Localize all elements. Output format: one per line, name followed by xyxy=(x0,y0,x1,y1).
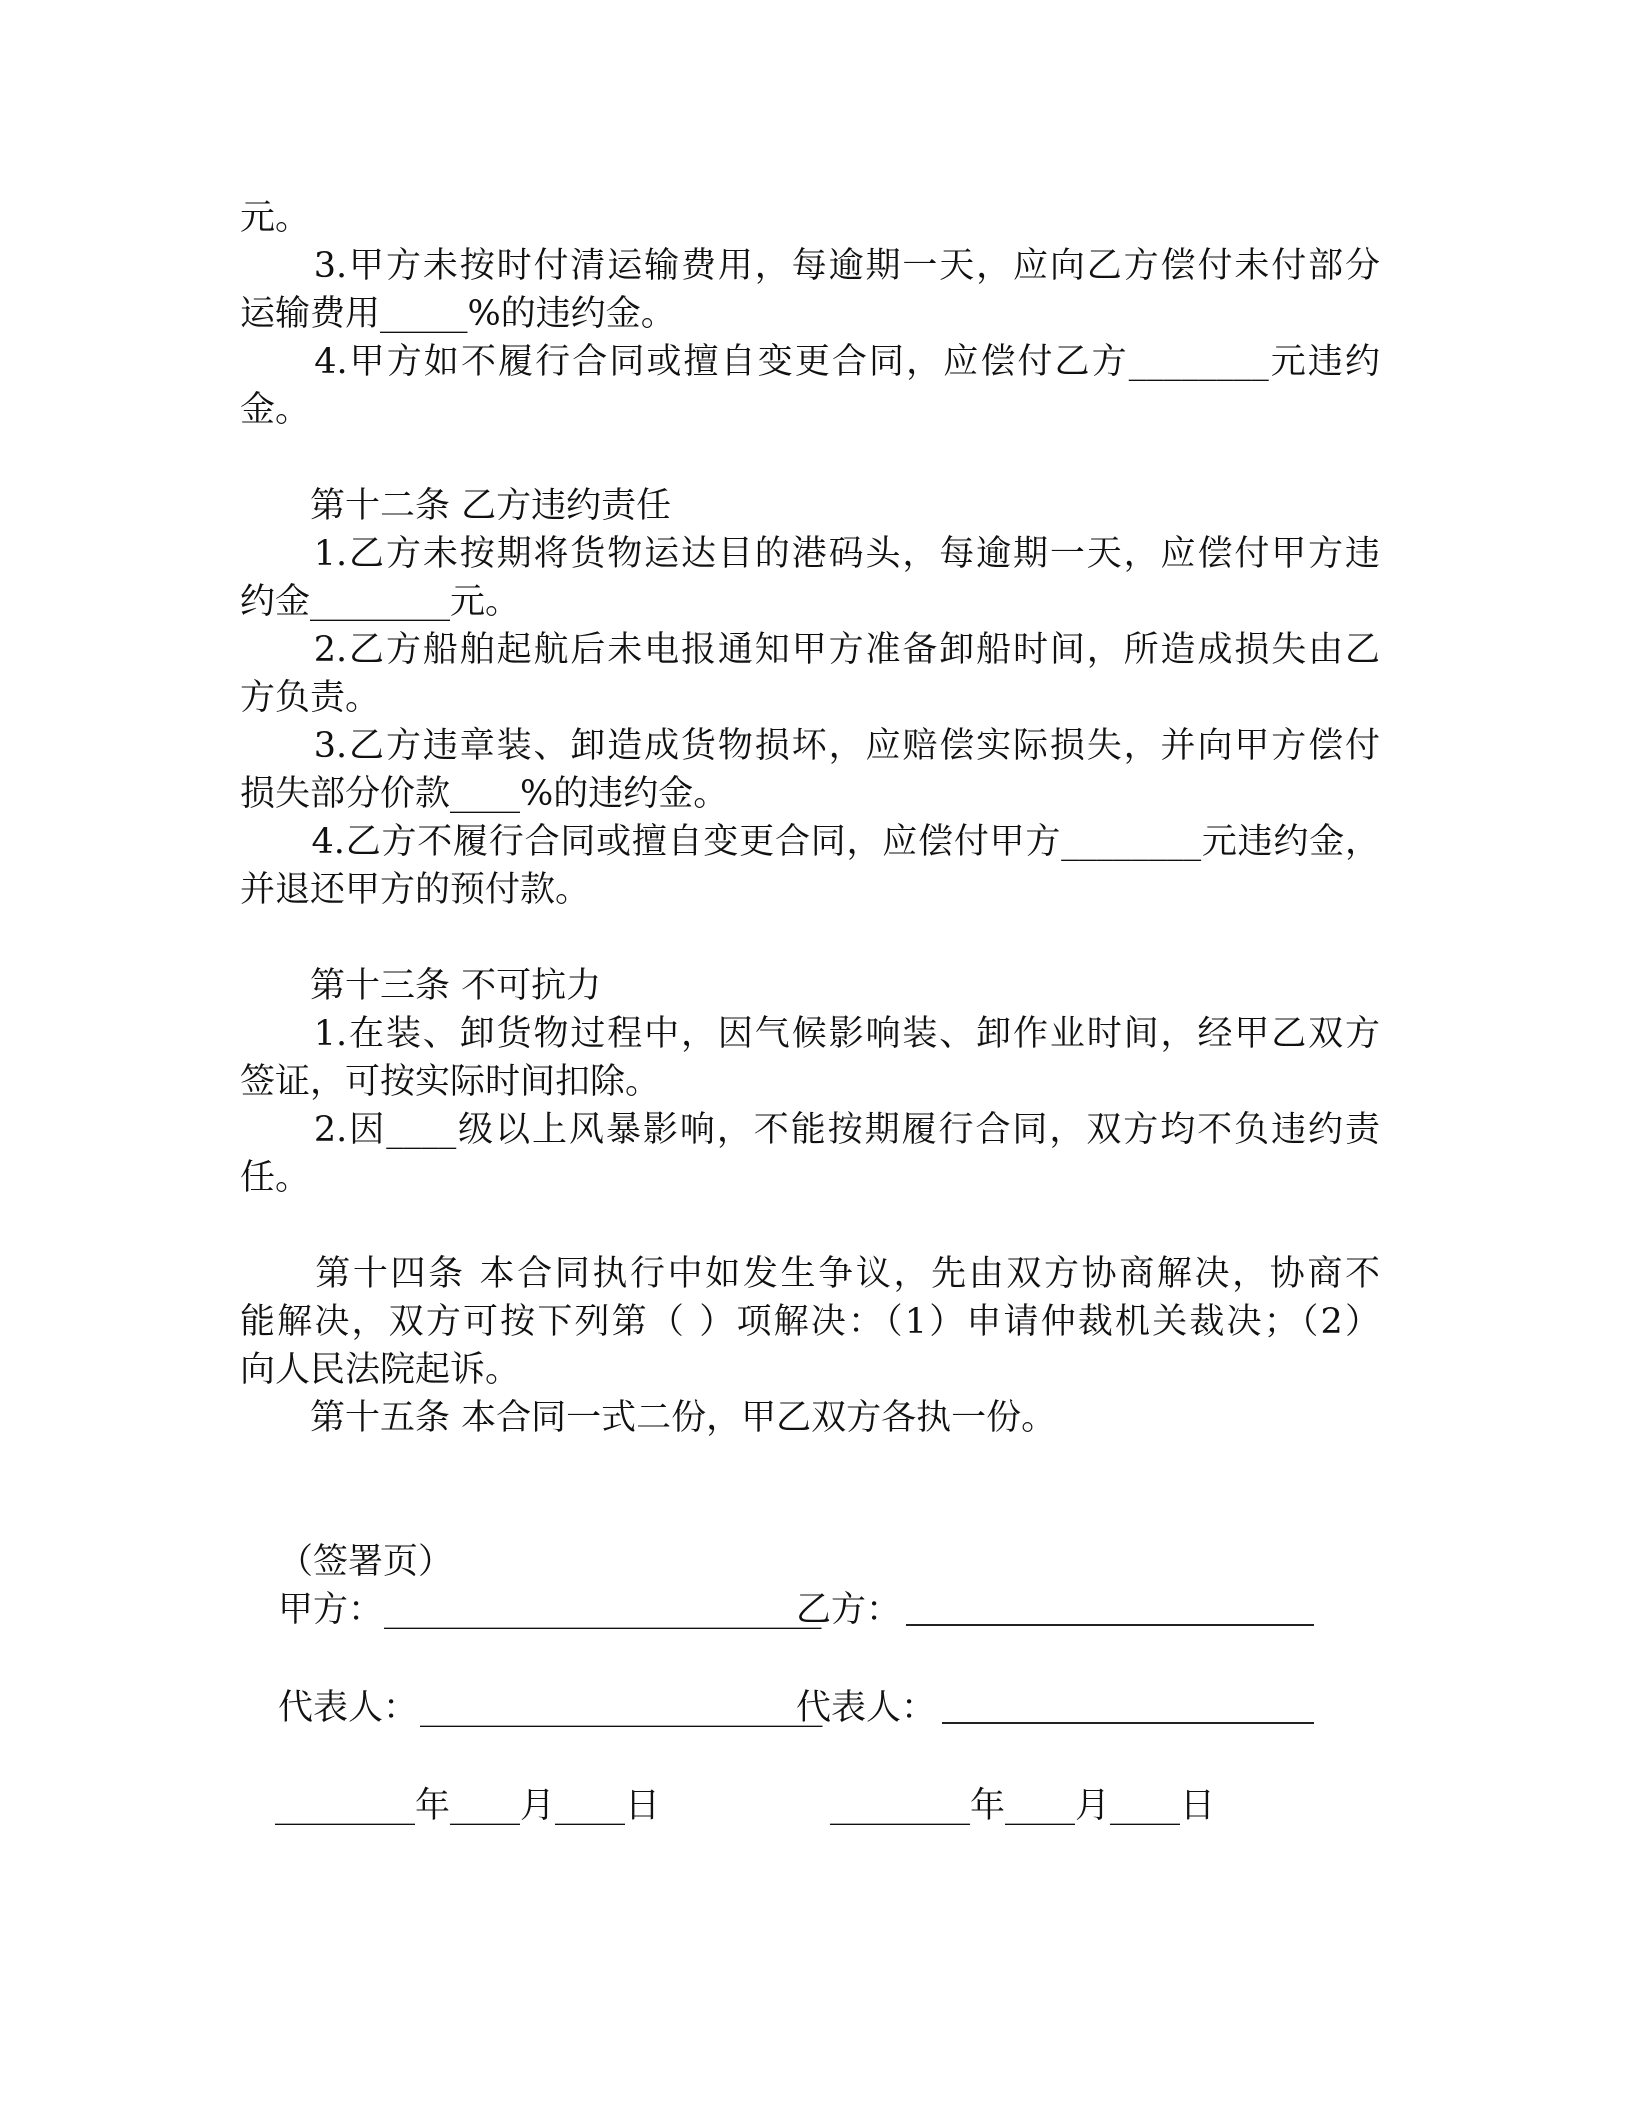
date-a: ________年____月____日 xyxy=(275,1786,661,1826)
section-heading-15: 第十五条 本合同一式二份，甲乙双方各执一份。 xyxy=(240,1398,1057,1438)
rep-b-label: 代表人： xyxy=(796,1688,937,1728)
date-b: ________年____月____日 xyxy=(830,1786,1216,1826)
text-line: 损失部分价款____%的违约金。 xyxy=(240,774,729,814)
rep-a-signature-line: _______________________ xyxy=(420,1688,823,1728)
text-line: 1.乙方未按期将货物运达目的港码头，每逾期一天，应偿付甲方违 xyxy=(240,534,1380,574)
text-line: 1.在装、卸货物过程中，因气候影响装、卸作业时间，经甲乙双方 xyxy=(240,1014,1380,1054)
text-line: 方负责。 xyxy=(240,678,381,718)
text-line: 任。 xyxy=(240,1158,311,1198)
text-line: 2.因____级以上风暴影响，不能按期履行合同，双方均不负违约责 xyxy=(240,1110,1380,1150)
text-line: 签证，可按实际时间扣除。 xyxy=(240,1062,661,1102)
text-line: 并退还甲方的预付款。 xyxy=(240,870,591,910)
text-line: 金。 xyxy=(240,390,311,430)
section-heading-14: 第十四条 本合同执行中如发生争议，先由双方协商解决，协商不 xyxy=(240,1254,1380,1294)
rep-b-signature-line xyxy=(942,1722,1314,1724)
text-line: 3.乙方违章装、卸造成货物损坏，应赔偿实际损失，并向甲方偿付 xyxy=(240,726,1380,766)
section-heading-12: 第十二条 乙方违约责任 xyxy=(240,486,672,526)
text-line: 约金________元。 xyxy=(240,582,521,622)
text-line: 4.甲方如不履行合同或擅自变更合同，应偿付乙方________元违约 xyxy=(240,342,1380,382)
text-line: 3.甲方未按时付清运输费用，每逾期一天，应向乙方偿付未付部分 xyxy=(240,246,1380,286)
party-a-label: 甲方： xyxy=(278,1590,384,1630)
text-line: 元。 xyxy=(240,198,311,238)
text-line: 4.乙方不履行合同或擅自变更合同，应偿付甲方________元违约金， xyxy=(240,822,1380,862)
text-line: 能解决，双方可按下列第（ ）项解决：（1）申请仲裁机关裁决；（2） xyxy=(240,1302,1380,1342)
party-b-label: 乙方： xyxy=(796,1590,902,1630)
party-b-signature-line xyxy=(906,1624,1314,1626)
party-a-signature-line: _________________________ xyxy=(384,1590,822,1630)
signature-page-label: （签署页） xyxy=(278,1542,454,1582)
rep-a-label: 代表人： xyxy=(278,1688,419,1728)
section-heading-13: 第十三条 不可抗力 xyxy=(240,966,602,1006)
text-line: 向人民法院起诉。 xyxy=(240,1350,521,1390)
text-line: 2.乙方船舶起航后未电报通知甲方准备卸船时间，所造成损失由乙 xyxy=(240,630,1380,670)
text-line: 运输费用_____%的违约金。 xyxy=(240,294,676,334)
